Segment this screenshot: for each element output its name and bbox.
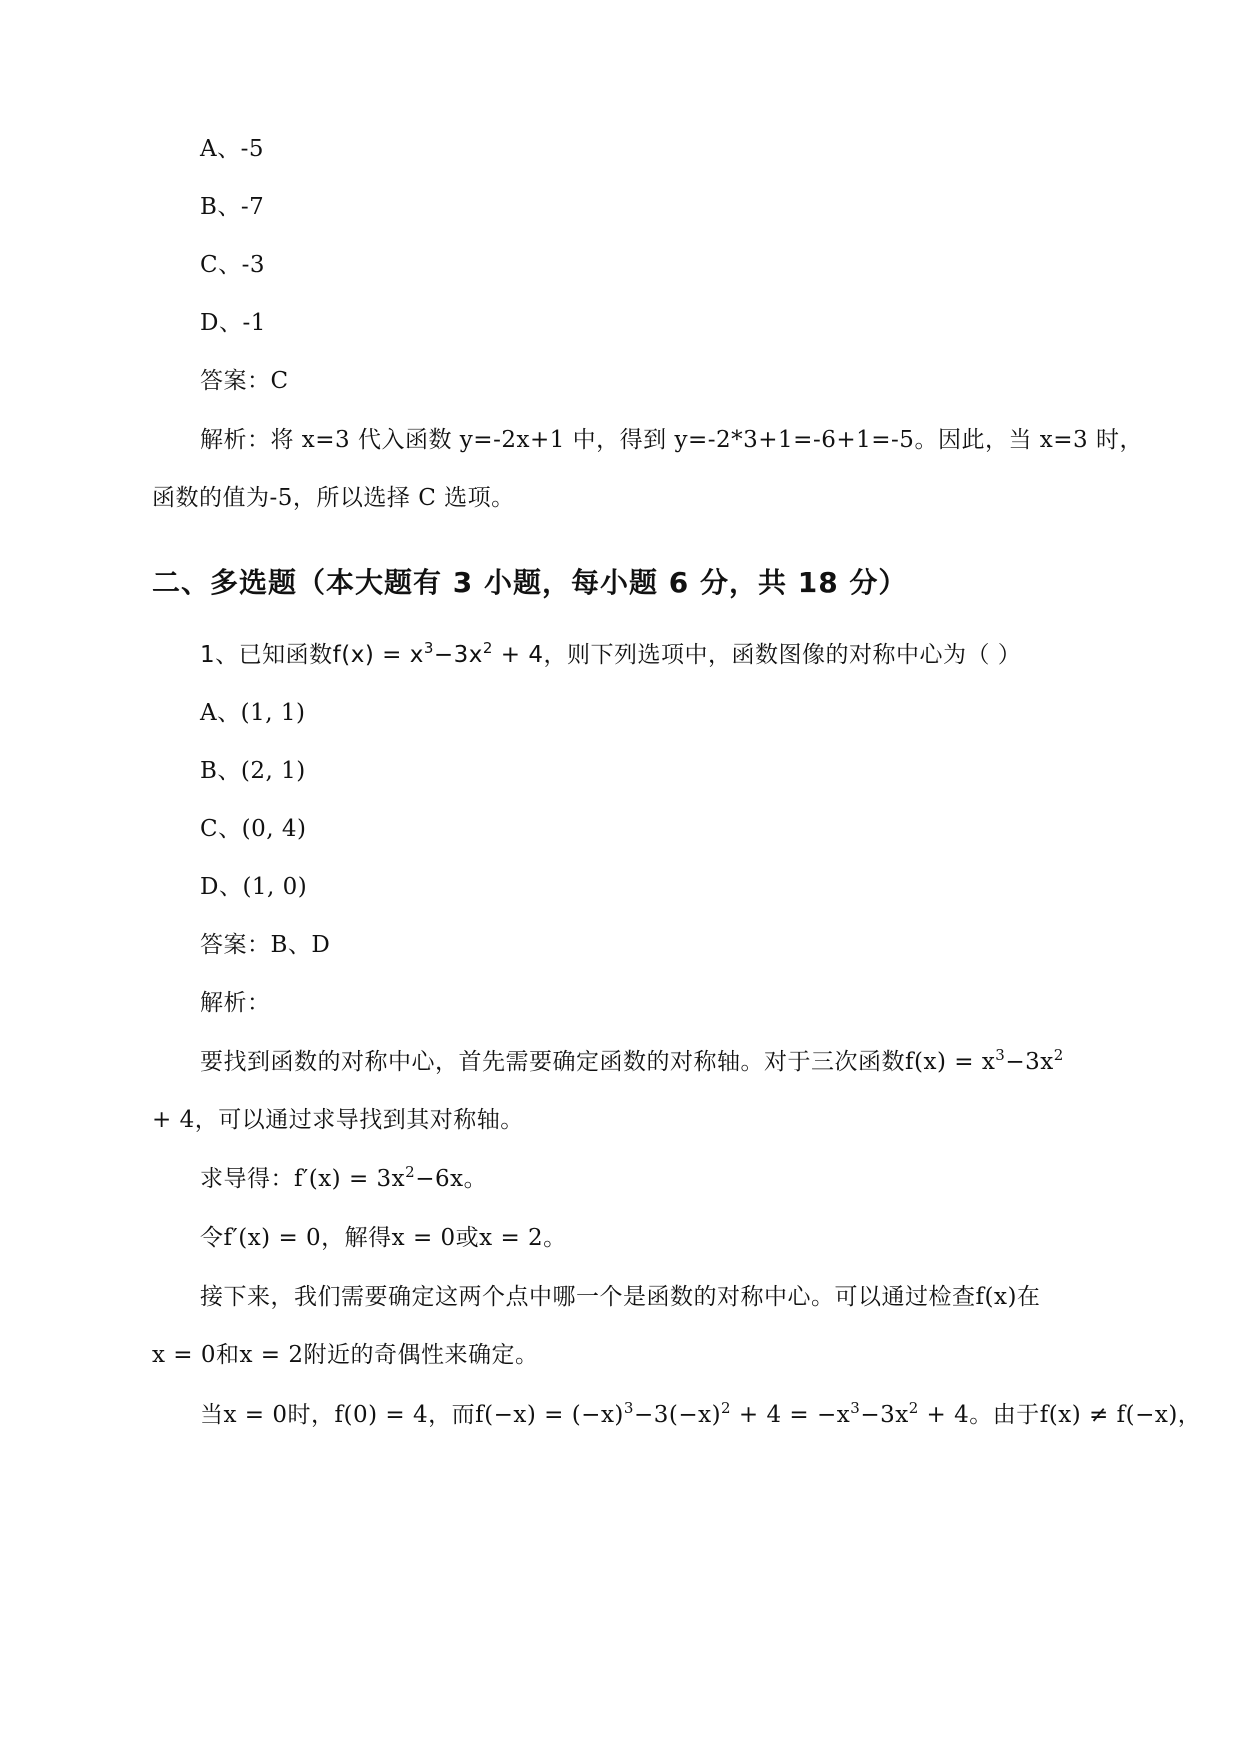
- analysis-paragraph-2-cont: x = 0和x = 2附近的奇偶性来确定。: [152, 1342, 539, 1368]
- explanation-line-1: 解析：将 x=3 代入函数 y=-2x+1 中，得到 y=-2*3+1=-6+1=-5。因此，当 x=3 时，: [200, 427, 1143, 453]
- answer: 答案：B、D: [200, 932, 331, 958]
- analysis-paragraph-1-cont: + 4，可以通过求导找到其对称轴。: [152, 1107, 524, 1133]
- question-suffix: ，则下列选项中，函数图像的对称中心为（ ）: [543, 642, 1022, 668]
- text-part: −3x: [860, 1402, 909, 1428]
- text-part: −3x: [1005, 1049, 1054, 1075]
- analysis-paragraph-1: [200, 1047, 1064, 1077]
- text-part: −6x。: [415, 1166, 488, 1192]
- zero-line: 令f′(x) = 0，解得x = 0或x = 2。: [200, 1225, 567, 1251]
- explanation-line-2: 函数的值为-5，所以选择 C 选项。: [152, 485, 515, 511]
- question-1: [200, 640, 1021, 670]
- text-part: −3(−x): [633, 1402, 722, 1428]
- option-d: D、(1, 0): [200, 874, 308, 900]
- exponent: 3: [995, 1046, 1006, 1064]
- derivative-line: [200, 1164, 487, 1194]
- parity-line: [200, 1400, 1201, 1430]
- text-part: + 4。由于f(x) ≠ f(−x)，: [918, 1402, 1202, 1428]
- question-formula: [332, 639, 544, 668]
- formula-part: −3x: [433, 642, 483, 668]
- text-part: 求导得：f′(x) = 3x: [200, 1166, 406, 1192]
- text-part: + 4 = −x: [731, 1402, 851, 1428]
- exponent: 3: [423, 639, 434, 657]
- option-d: D、-1: [200, 310, 266, 336]
- option-a: A、-5: [200, 136, 265, 162]
- exponent: 2: [908, 1399, 919, 1417]
- section-heading: 二、多选题（本大题有 3 小题，每小题 6 分，共 18 分）: [152, 566, 908, 599]
- option-a: A、(1, 1): [200, 700, 306, 726]
- formula-part: + 4: [492, 642, 544, 668]
- exponent: 3: [850, 1399, 861, 1417]
- text-part: 要找到函数的对称中心，首先需要确定函数的对称轴。对于三次函数f(x) = x: [200, 1049, 996, 1075]
- option-b: B、(2, 1): [200, 758, 306, 784]
- answer: 答案：C: [200, 368, 289, 394]
- exponent: 2: [721, 1399, 732, 1417]
- option-b: B、-7: [200, 194, 265, 220]
- text-part: 当x = 0时，f(0) = 4，而f(−x) = (−x): [200, 1402, 624, 1428]
- option-c: C、-3: [200, 252, 266, 278]
- analysis-label: 解析：: [200, 990, 271, 1016]
- option-c: C、(0, 4): [200, 816, 307, 842]
- exponent: 2: [1053, 1046, 1064, 1064]
- formula-part: f(x) = x: [332, 642, 424, 668]
- question-prefix: 1、已知函数: [200, 642, 333, 668]
- analysis-paragraph-2: 接下来，我们需要确定这两个点中哪一个是函数的对称中心。可以通过检查f(x)在: [200, 1284, 1041, 1310]
- exponent: 2: [482, 639, 493, 657]
- exponent: 3: [623, 1399, 634, 1417]
- exponent: 2: [405, 1163, 416, 1181]
